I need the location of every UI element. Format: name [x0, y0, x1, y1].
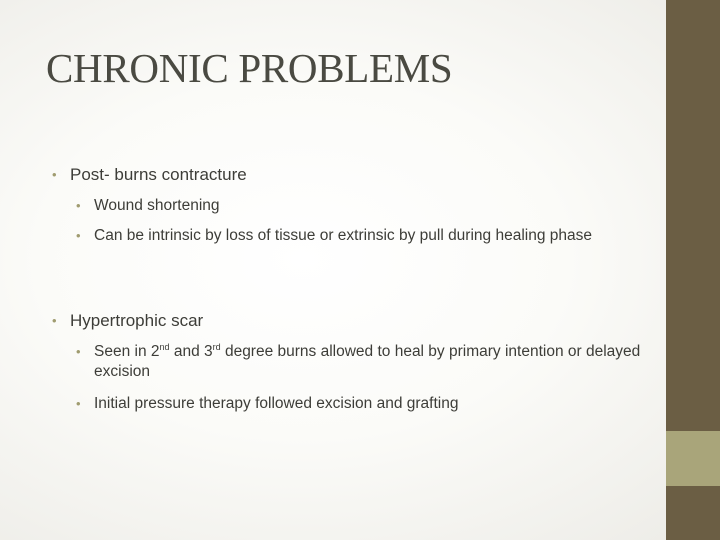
sub-bullet-text: Wound shortening	[94, 197, 220, 214]
bullet-dot-icon: •	[52, 313, 57, 328]
bullet-dot-icon: •	[76, 396, 81, 411]
bullet-dot-icon: •	[52, 167, 57, 182]
ordinal-suffix: rd	[212, 342, 221, 352]
bullet-item	[52, 311, 203, 331]
bullet-dot-icon: •	[76, 228, 81, 243]
bullet-dot-icon: •	[76, 344, 81, 359]
bullet-dot-icon: •	[76, 198, 81, 213]
text-run: and 3	[169, 343, 213, 360]
sub-bullet-text	[94, 342, 646, 382]
text-run: Seen in 2	[94, 343, 160, 360]
sub-bullet-item	[76, 196, 646, 216]
side-decoration-accent	[666, 431, 720, 486]
text-run: degree burns allowed to heal by primary intention or delayed excision	[94, 343, 641, 380]
bullet-text: Post- burns contracture	[70, 165, 247, 184]
sub-bullet-text: Can be intrinsic by loss of tissue or extrinsic by pull during healing phase	[94, 227, 592, 244]
sub-bullet-text: Initial pressure therapy followed excision and grafting	[94, 395, 459, 412]
slide-title: CHRONIC PROBLEMS	[46, 45, 453, 91]
bullet-item	[52, 165, 247, 185]
bullet-text: Hypertrophic scar	[70, 311, 204, 330]
sub-bullet-item	[76, 394, 646, 414]
ordinal-suffix: nd	[159, 342, 170, 352]
sub-bullet-item	[76, 342, 646, 382]
sub-bullet-item	[76, 226, 646, 246]
